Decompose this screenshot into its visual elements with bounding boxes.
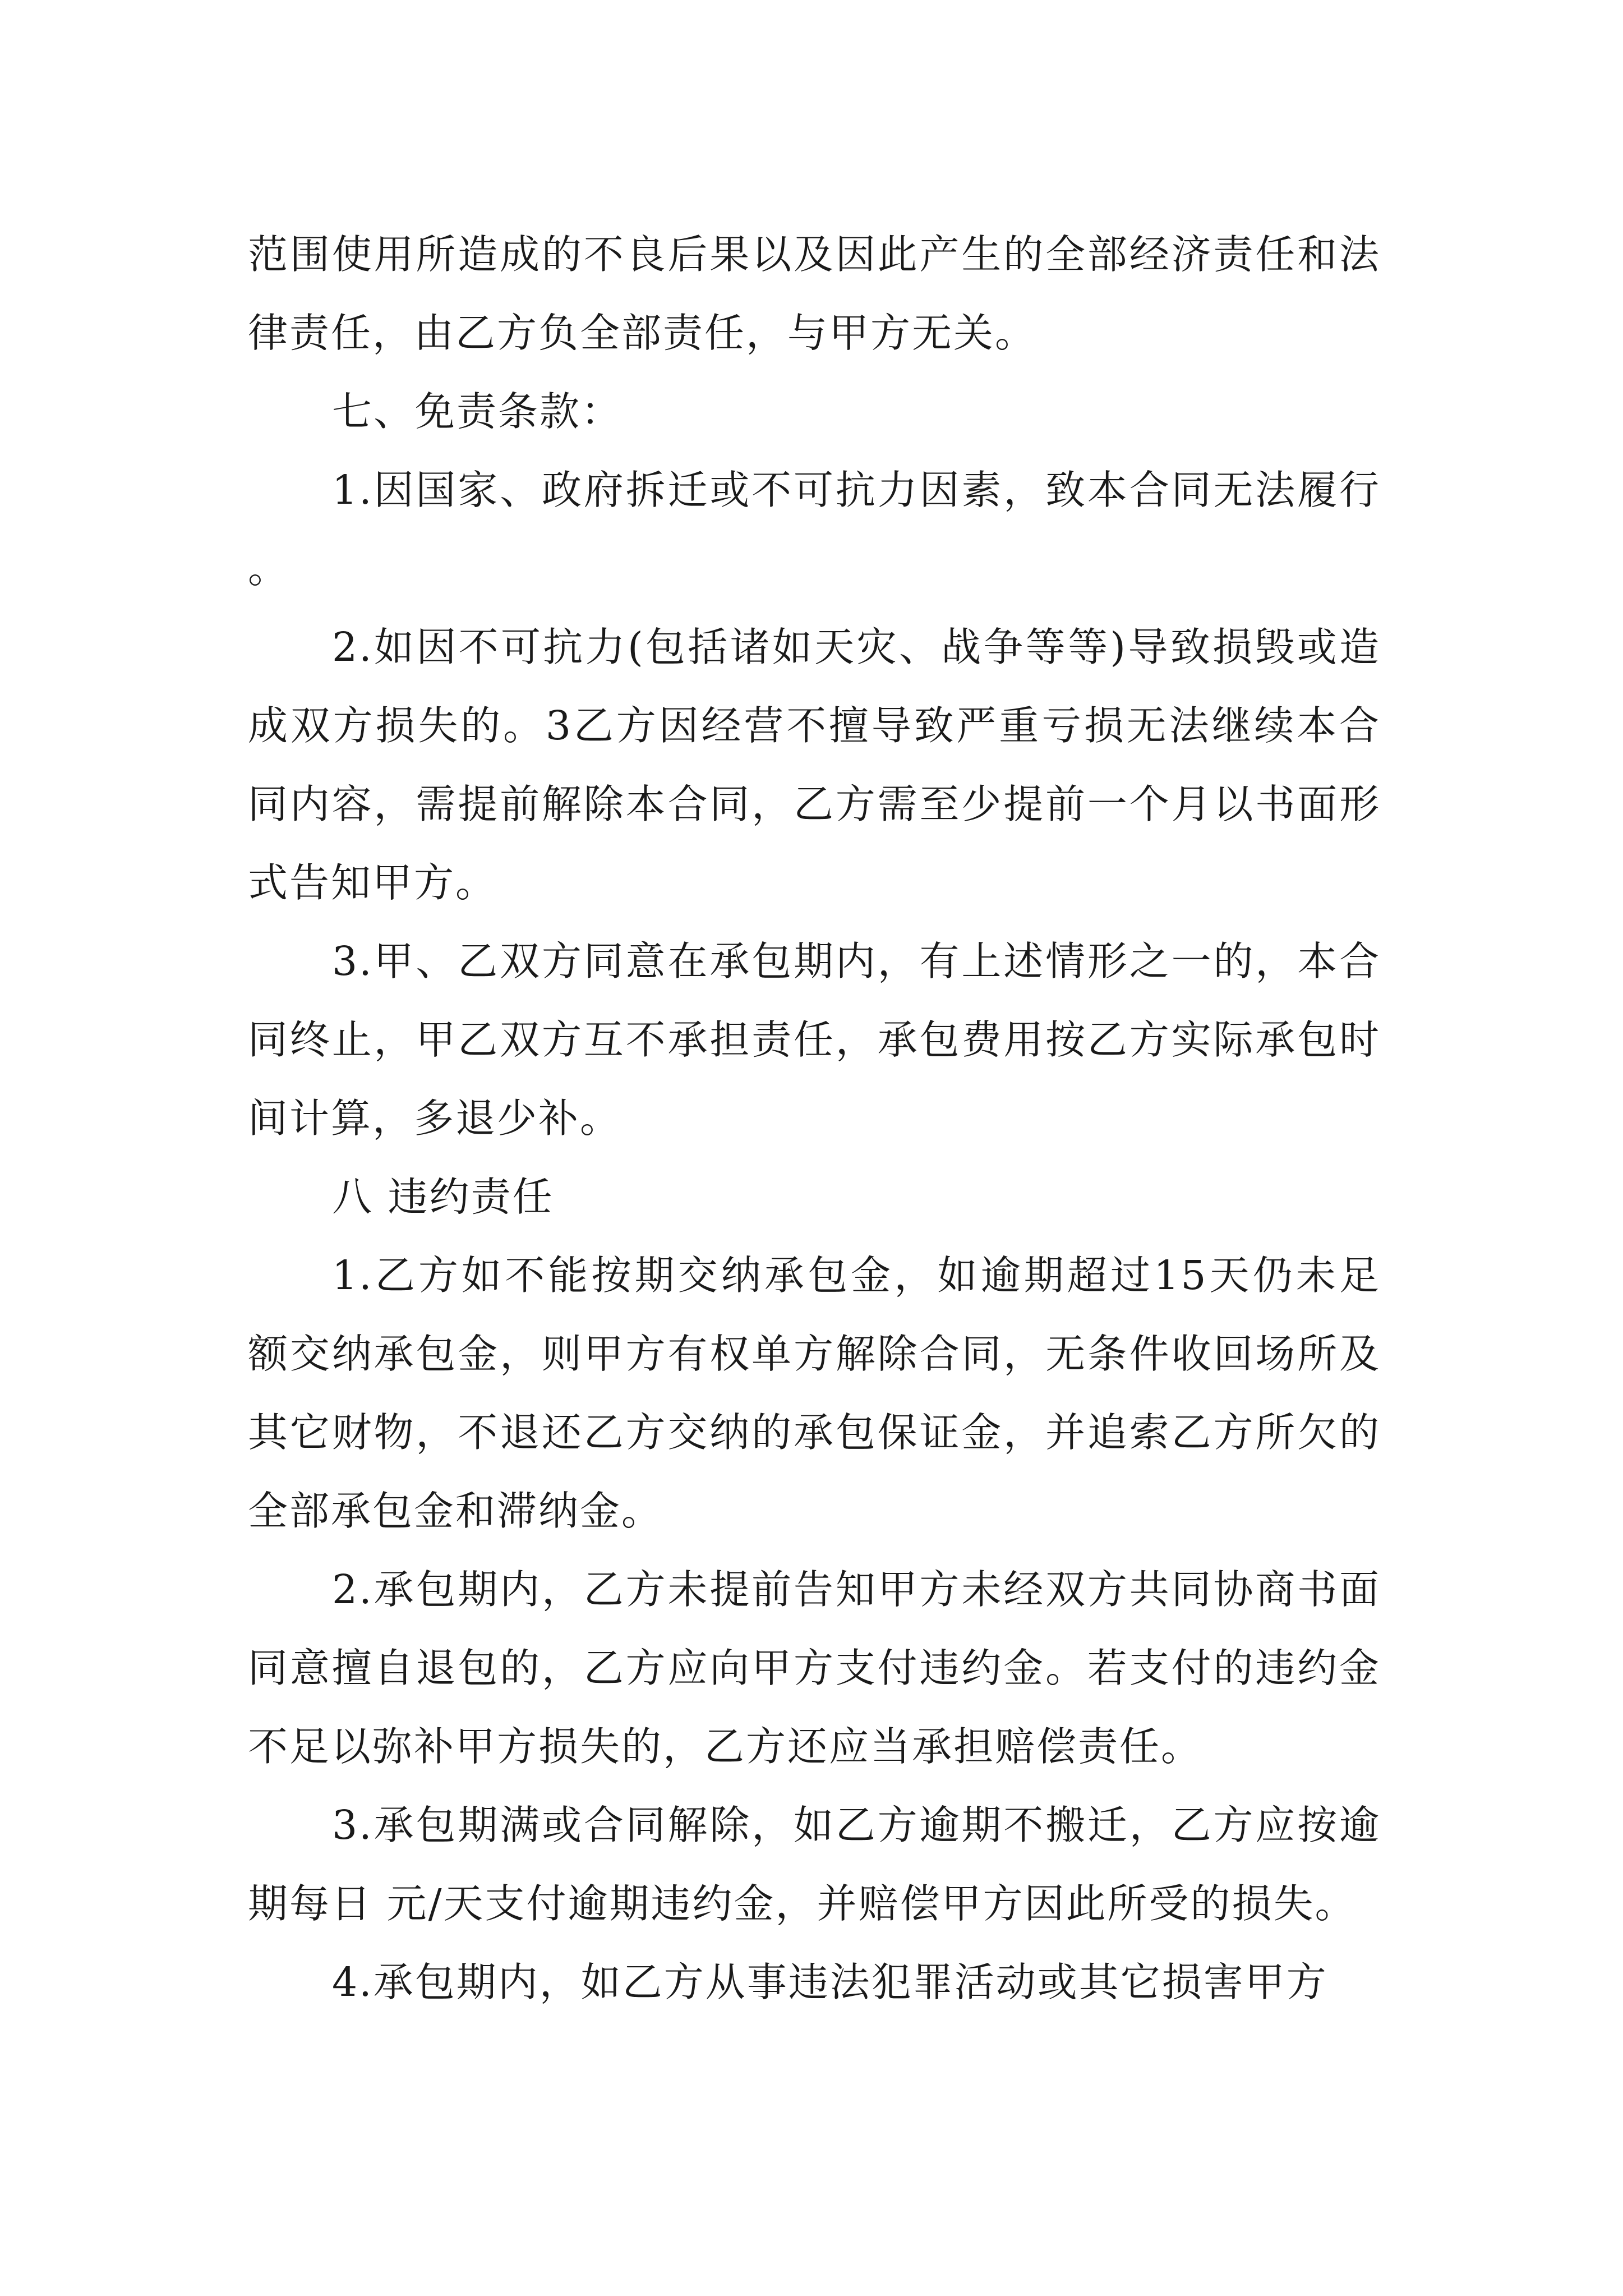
paragraph-liability-continuation: 范围使用所造成的不良后果以及因此产生的全部经济责任和法律责任，由乙方负全部责任，与甲方无关。 xyxy=(248,231,1381,356)
section-heading-exemption: 七、免责条款： xyxy=(332,388,623,435)
section-heading-breach: 八 违约责任 xyxy=(332,1174,554,1220)
exemption-clause-2: 2.如因不可抗力(包括诸如天灾、战争等等)导致损毁或造成双方损失的。3乙方因经营不擅导致严重亏损无法继续本合同内容，需提前解除本合同，乙方需至少提前一个月以书面形式告知甲方。 xyxy=(248,624,1381,906)
breach-clause-3: 3.承包期满或合同解除，如乙方逾期不搬迁，乙方应按逾期每日 元/天支付逾期违约金，并赔偿甲方因此所受的损失。 xyxy=(248,1802,1381,1927)
breach-clause-4: 4.承包期内，如乙方从事违法犯罪活动或其它损害甲方 xyxy=(332,1959,1328,2005)
breach-clause-2: 2.承包期内，乙方未提前告知甲方未经双方共同协商书面同意擅自退包的，乙方应向甲方支付违约金。若支付的违约金不足以弥补甲方损失的，乙方还应当承担赔偿责任。 xyxy=(248,1566,1381,1770)
exemption-clause-3: 3.甲、乙双方同意在承包期内，有上述情形之一的，本合同终止，甲乙双方互不承担责任，承包费用按乙方实际承包时间计算，多退少补。 xyxy=(248,938,1381,1142)
exemption-clause-1: 1.因国家、政府拆迁或不可抗力因素，致本合同无法履行。 xyxy=(248,467,1381,592)
breach-clause-1: 1.乙方如不能按期交纳承包金，如逾期超过15天仍未足额交纳承包金，则甲方有权单方解除合同，无条件收回场所及其它财物，不退还乙方交纳的承包保证金，并追索乙方所欠的全部承包金和滞纳金。 xyxy=(248,1252,1381,1534)
document-body xyxy=(248,215,1381,2022)
